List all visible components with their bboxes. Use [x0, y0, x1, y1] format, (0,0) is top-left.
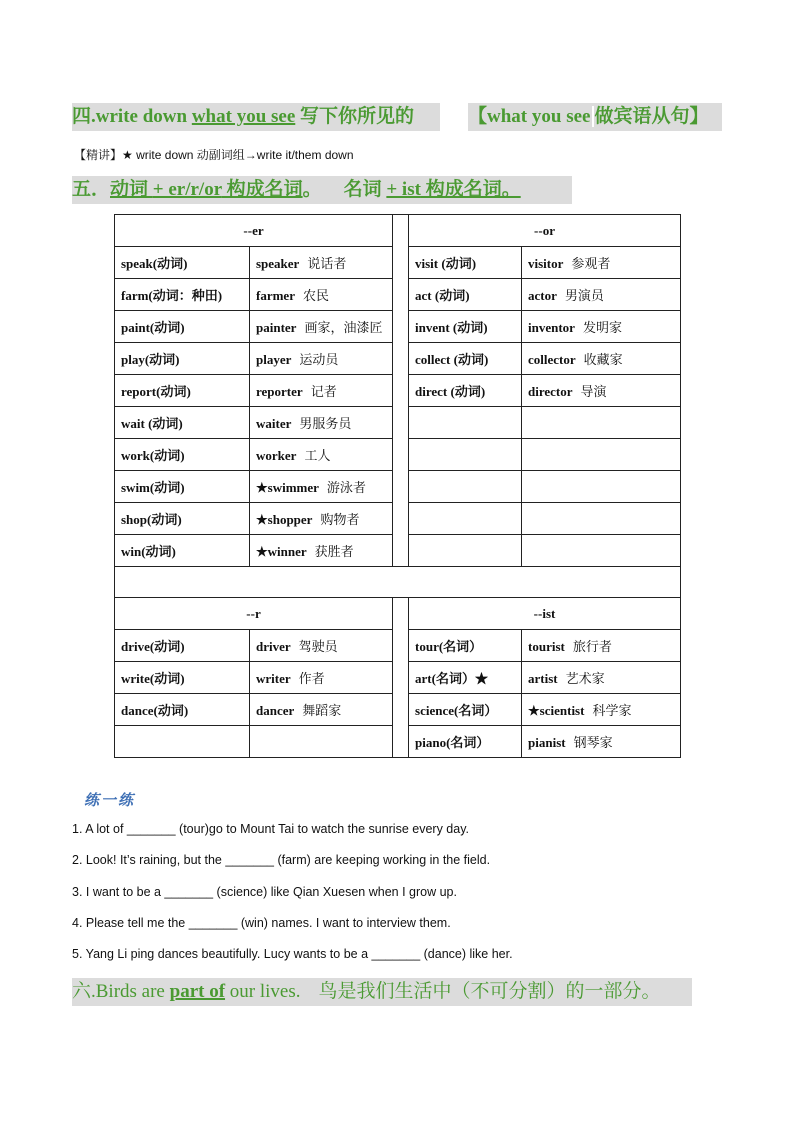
- column-divider: [393, 215, 409, 567]
- section-6-heading: [72, 978, 692, 1006]
- empty-cell: [522, 439, 681, 471]
- empty-cell: [522, 471, 681, 503]
- chinese-meaning: 记者: [310, 384, 337, 399]
- empty-cell: [250, 726, 393, 758]
- noun-cell: [522, 726, 681, 758]
- chinese-meaning: 收藏家: [583, 352, 623, 367]
- base-verb: shop(动词): [115, 503, 250, 535]
- noun-cell: [522, 279, 681, 311]
- exercise-1: 1. A lot of _______ (tour)go to Mount Tai to watch the sunrise every day.: [72, 822, 469, 836]
- bracket-open: 【: [468, 106, 488, 127]
- period: 。: [302, 179, 322, 200]
- derived-noun: speaker: [256, 256, 300, 271]
- section-6-underlined: part of: [169, 981, 226, 1002]
- section-5-heading: [72, 176, 572, 204]
- derived-noun: reporter: [256, 384, 303, 399]
- chinese-meaning: 驾驶员: [298, 639, 338, 654]
- base-verb: win(动词): [115, 535, 250, 567]
- practice-title: 练一练: [84, 793, 136, 809]
- chinese-meaning: 画家，油漆匠: [304, 320, 383, 335]
- section-4-heading: [72, 103, 440, 131]
- noun-cell: [250, 279, 393, 311]
- chinese-meaning: 参观者: [571, 256, 611, 271]
- noun-cell: [522, 662, 681, 694]
- section-4-underlined: what you see: [191, 106, 296, 127]
- derived-noun: pianist: [528, 735, 566, 750]
- base-verb: work(动词): [115, 439, 250, 471]
- exercise-2: 2. Look! It’s raining, but the _______ (farm) are keeping working in the field.: [72, 853, 491, 867]
- er-header: --er: [115, 215, 393, 247]
- noun-cell: [250, 439, 393, 471]
- chinese-meaning: 科学家: [592, 703, 632, 718]
- chinese-meaning: 工人: [304, 448, 331, 463]
- base-verb: speak(动词): [115, 247, 250, 279]
- noun-cell: [250, 343, 393, 375]
- exercise-4: 4. Please tell me the _______ (win) names. I want to interview them.: [72, 916, 451, 930]
- base-verb: swim(动词): [115, 471, 250, 503]
- base-verb: drive(动词): [115, 630, 250, 662]
- note-text: ★ write down 动副词组→write it/them down: [122, 148, 354, 162]
- derived-noun: ★swimmer: [256, 480, 319, 495]
- chinese-meaning: 导演: [580, 384, 607, 399]
- noun-cell: [522, 694, 681, 726]
- base-verb: collect (动词): [409, 343, 522, 375]
- base-verb: wait (动词): [115, 407, 250, 439]
- base-verb: paint(动词): [115, 311, 250, 343]
- r-header: --r: [115, 598, 393, 630]
- base-verb: write(动词): [115, 662, 250, 694]
- base-verb: play(动词): [115, 343, 250, 375]
- derived-noun: actor: [528, 288, 557, 303]
- empty-cell: [115, 726, 250, 758]
- base-verb: farm(动词：种田): [115, 279, 250, 311]
- chinese-meaning: 艺术家: [565, 671, 605, 686]
- spacer-cell: [115, 567, 681, 598]
- chinese-meaning: 获胜者: [314, 544, 354, 559]
- chinese-meaning: 购物者: [320, 512, 360, 527]
- empty-cell: [522, 535, 681, 567]
- derived-noun: director: [528, 384, 573, 399]
- chinese-meaning: 男服务员: [299, 416, 352, 431]
- derived-noun: painter: [256, 320, 297, 335]
- noun-cell: [250, 247, 393, 279]
- derived-noun: dancer: [256, 703, 295, 718]
- derived-noun: inventor: [528, 320, 575, 335]
- base-verb: invent (动词): [409, 311, 522, 343]
- derived-noun: player: [256, 352, 292, 367]
- base-verb: direct (动词): [409, 375, 522, 407]
- derived-noun: ★winner: [256, 544, 307, 559]
- noun-cell: [250, 535, 393, 567]
- column-divider: [393, 598, 409, 758]
- noun-cell: [250, 407, 393, 439]
- derived-noun: waiter: [256, 416, 292, 431]
- base-verb: visit (动词): [409, 247, 522, 279]
- section-4-chinese: 写下你所见的: [295, 106, 415, 127]
- section-6-text-end: our lives.: [225, 981, 301, 1002]
- noun-cell: [250, 630, 393, 662]
- base-noun: art(名词）★: [409, 662, 522, 694]
- noun-cell: [522, 343, 681, 375]
- note-label: 【精讲】: [74, 148, 123, 162]
- base-noun: tour(名词）: [409, 630, 522, 662]
- table-spacer-row: [115, 567, 681, 598]
- noun-cell: [522, 375, 681, 407]
- chinese-meaning: 男演员: [564, 288, 604, 303]
- exercise-3: 3. I want to be a _______ (science) like Qian Xuesen when I grow up.: [72, 885, 457, 899]
- derived-noun: driver: [256, 639, 291, 654]
- noun-cell: [250, 311, 393, 343]
- chinese-meaning: 农民: [302, 288, 329, 303]
- or-header: --or: [409, 215, 681, 247]
- derived-noun: writer: [256, 671, 291, 686]
- derived-noun: collector: [528, 352, 576, 367]
- derived-noun: visitor: [528, 256, 564, 271]
- section-6-text: 六.Birds are: [72, 981, 170, 1002]
- noun-word: 名词: [343, 179, 387, 200]
- section-4-note-heading: [468, 103, 722, 131]
- explanation-note: [74, 146, 354, 163]
- note-chinese: 做宾语从句】: [594, 106, 709, 127]
- note-phrase: what you see: [487, 106, 594, 127]
- section-6-chinese: 鸟是我们生活中（不可分割）的一部分。: [318, 981, 661, 1002]
- noun-cell: [250, 662, 393, 694]
- section-5-number: 五．: [72, 179, 111, 200]
- chinese-meaning: 舞蹈家: [302, 703, 342, 718]
- empty-cell: [409, 503, 522, 535]
- base-verb: report(动词): [115, 375, 250, 407]
- noun-cell: [250, 503, 393, 535]
- chinese-meaning: 作者: [298, 671, 325, 686]
- er-suffix: + er/r/or: [152, 179, 222, 200]
- chinese-meaning: 说话者: [307, 256, 347, 271]
- derived-noun: tourist: [528, 639, 565, 654]
- section-4-phrase: write down: [95, 106, 192, 127]
- empty-cell: [522, 503, 681, 535]
- noun-cell: [250, 471, 393, 503]
- chinese-meaning: 旅行者: [572, 639, 612, 654]
- base-verb: act (动词): [409, 279, 522, 311]
- empty-cell: [522, 407, 681, 439]
- verb-word: 动词: [110, 179, 153, 200]
- base-verb: dance(动词): [115, 694, 250, 726]
- table-header-row: [115, 598, 681, 630]
- empty-cell: [409, 439, 522, 471]
- base-noun: science(名词）: [409, 694, 522, 726]
- derived-noun: ★shopper: [256, 512, 313, 527]
- empty-cell: [409, 471, 522, 503]
- empty-cell: [409, 407, 522, 439]
- chinese-meaning: 运动员: [299, 352, 339, 367]
- noun-cell: [522, 247, 681, 279]
- ist-header: --ist: [409, 598, 681, 630]
- chinese-meaning: 钢琴家: [573, 735, 613, 750]
- forms-noun-2: 构成名词。: [420, 179, 521, 200]
- derived-noun: worker: [256, 448, 297, 463]
- derived-noun: farmer: [256, 288, 295, 303]
- noun-cell: [250, 375, 393, 407]
- derived-noun: ★scientist: [528, 703, 585, 718]
- ist-suffix: + ist: [386, 179, 421, 200]
- exercise-5: 5. Yang Li ping dances beautifully. Lucy wants to be a _______ (dance) like her.: [72, 947, 513, 961]
- table-header-row: [115, 215, 681, 247]
- base-noun: piano(名词）: [409, 726, 522, 758]
- chinese-meaning: 发明家: [582, 320, 622, 335]
- empty-cell: [409, 535, 522, 567]
- word-formation-table: [114, 214, 681, 758]
- derived-noun: artist: [528, 671, 558, 686]
- noun-cell: [522, 311, 681, 343]
- noun-cell: [250, 694, 393, 726]
- section-4-number: 四.: [72, 106, 96, 127]
- chinese-meaning: 游泳者: [326, 480, 366, 495]
- noun-cell: [522, 630, 681, 662]
- forms-noun: 构成名词: [221, 179, 303, 200]
